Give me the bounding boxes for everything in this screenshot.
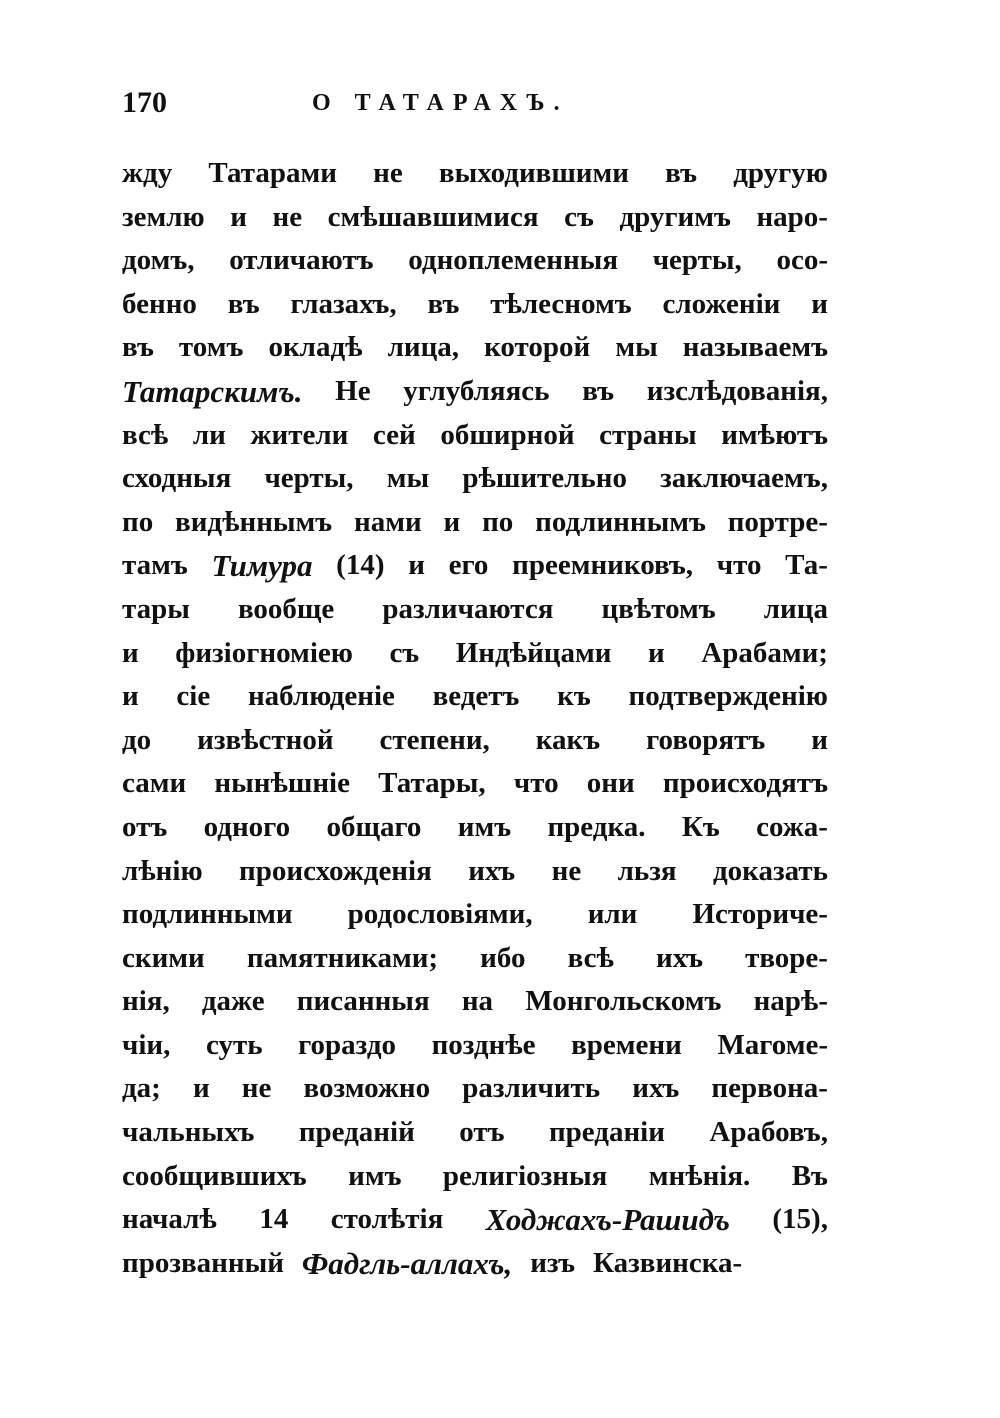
word: портре- [727,505,828,538]
word: одного [203,810,291,843]
word: другую [733,157,828,189]
word: что [716,549,762,582]
word: отличаютъ [229,244,374,277]
word: жители [250,418,349,451]
word: изслѣдованія, [646,374,828,407]
text-line [122,588,828,632]
word: Казвинска- [593,1246,743,1279]
word: времени [571,1028,682,1061]
text-line [122,1155,828,1199]
text-line [122,675,828,719]
word: черты, [652,244,742,277]
word: какъ [535,723,601,756]
word: ли [192,418,226,451]
text-line [122,283,828,327]
word: бенно [122,287,197,320]
word: въ [427,287,460,320]
word: не [272,200,303,233]
word: началѣ [122,1203,217,1236]
word: Не [335,374,371,407]
word: въ [227,287,260,320]
word: творе- [745,941,828,974]
page-header [122,86,828,126]
text-line [122,762,828,806]
word: Въ [791,1159,828,1192]
text-line [122,980,828,1024]
word: всѣ [567,941,614,974]
word: физіогноміею [175,636,353,669]
word: углубляясь [403,374,550,407]
word: на [461,985,494,1018]
word: различаются [382,592,554,625]
word: подтвержденію [628,680,828,713]
word: мы [615,331,658,364]
word: сходныя [122,462,232,495]
word: томъ [178,331,244,364]
word: по [482,505,514,538]
word: не [373,157,403,189]
word: видѣннымъ [175,505,333,538]
word: преданій [298,1116,415,1149]
text-line [122,152,828,196]
word: мнѣнія. [648,1159,751,1192]
word: до [122,723,152,756]
word: что [513,767,559,800]
word: Монгольскомъ [525,985,722,1018]
word: по [122,505,154,538]
word: Арабами; [701,636,828,669]
word: Татарами [208,157,337,189]
word: гораздо [298,1028,396,1061]
italic-word: Татарскимъ. [122,373,303,409]
text-line [122,239,828,283]
word: (14) [336,549,385,582]
word: съ [389,636,420,669]
word: ибо [480,941,526,974]
word: страны [599,418,697,451]
word: происхожденія [239,854,432,887]
body-text [122,152,828,1285]
word: землю [122,200,205,233]
word: нынѣшніе [214,767,350,800]
text-line [122,326,828,370]
word: въ [122,331,154,364]
text-line [122,414,828,458]
word: смѣшавшимися [327,200,539,233]
word: или [587,898,638,931]
word: писанныя [296,985,430,1018]
word: называемъ [682,331,828,364]
word: сей [372,418,416,451]
word: Татары, [378,767,486,800]
word: сами [122,767,187,800]
word: суть [205,1028,263,1061]
word: и [408,549,425,582]
italic-word: Тимура [211,548,313,584]
word: имъ [348,1159,402,1192]
word: Арабовъ, [709,1116,828,1149]
word: и [811,287,828,320]
word: рѣшительно [462,462,627,495]
word: льзя [617,854,677,887]
word: глазахъ, [290,287,397,320]
italic-word: Фадгль-аллахъ, [301,1245,513,1281]
word: другимъ [619,200,731,233]
word: сіе [176,680,211,713]
word: одноплеменныя [408,244,619,277]
word: родословіями, [347,898,533,931]
word: и [192,1072,210,1105]
text-line [122,196,828,240]
word: нарѣ- [753,985,828,1018]
word: сложеніи [662,287,781,320]
word: нами [354,505,422,538]
word: изъ [530,1246,575,1279]
word: предка. [547,810,646,843]
word: мы [386,462,430,495]
word: нія, [122,985,170,1018]
word: и [648,636,665,669]
word: ихъ [655,941,703,974]
word: Индѣйцами [455,636,612,669]
word: наро- [756,200,828,233]
word: 14 [259,1203,289,1236]
word: его [448,549,489,582]
word: и [122,636,139,669]
word: чальныхъ [122,1116,255,1149]
word: черты, [264,462,354,495]
text-line [122,937,828,981]
word: тамъ [122,549,188,582]
word: степени, [379,723,490,756]
text-line [122,457,828,501]
word: даже [201,985,265,1018]
word: они [586,767,635,800]
text-line [122,370,828,414]
word: памятниками; [246,941,439,974]
word: ихъ [468,854,516,887]
word: тары [122,592,190,625]
word: осо- [776,244,828,277]
word: заключаемъ, [660,462,828,495]
word: и [811,723,828,756]
word: религіозныя [442,1159,608,1192]
word: въ [665,157,698,189]
word: Та- [785,549,828,582]
word: сообщившихъ [122,1159,307,1192]
word: столѣтія [330,1203,444,1236]
word: говорятъ [646,723,766,756]
word: отъ [122,810,168,843]
word: подлинными [122,898,293,931]
word: жду [122,157,173,189]
page-number: 170 [122,86,167,119]
word: не [551,854,582,887]
text-line [122,850,828,894]
word: къ [557,680,591,713]
word: и [122,680,139,713]
text-line [122,1242,828,1286]
word: отъ [459,1116,505,1149]
word: всѣ [122,418,169,451]
text-line [122,544,828,588]
word: обширной [440,418,575,451]
word: преданіи [548,1116,665,1149]
word: (15), [772,1203,828,1236]
word: ведетъ [432,680,520,713]
word: выходившими [438,157,629,189]
word: лѣнію [122,854,203,887]
word: подлиннымъ [535,505,706,538]
word: не [241,1072,272,1105]
text-line [122,501,828,545]
text-line [122,1067,828,1111]
word: которой [484,331,591,364]
text-line [122,806,828,850]
running-title: О ТАТАРАХЪ. [312,90,569,116]
text-line [122,632,828,676]
word: прозванный [122,1246,284,1279]
word: лица [763,592,828,625]
word: имѣютъ [721,418,828,451]
text-line [122,1198,828,1242]
word: извѣстной [197,723,334,756]
word: Къ [681,810,720,843]
word: происходятъ [662,767,828,800]
word: тѣлесномъ [490,287,632,320]
word: первона- [711,1072,828,1105]
text-line [122,893,828,937]
word: наблюденіе [247,680,395,713]
word: въ [582,374,615,407]
text-line [122,1024,828,1068]
word: сожа- [756,810,828,843]
word: вообще [237,592,335,625]
word: домъ, [122,244,195,277]
word: и [230,200,247,233]
word: чіи, [122,1028,171,1061]
word: да; [122,1072,161,1105]
word: ихъ [632,1072,680,1105]
word: скими [122,941,205,974]
text-line [122,719,828,763]
word: Историче- [692,898,828,931]
word: возможно [303,1072,431,1105]
italic-word: Ходжахъ-Рашидъ [485,1202,730,1238]
word: общаго [326,810,422,843]
word: Магоме- [717,1028,828,1061]
word: имъ [457,810,512,843]
word: преемниковъ, [512,549,694,582]
word: различить [462,1072,601,1105]
word: и [443,505,461,538]
word: окладѣ [268,331,363,364]
text-line [122,1111,828,1155]
word: цвѣтомъ [601,592,716,625]
word: съ [564,200,594,233]
word: доказать [713,854,828,887]
word: позднѣе [431,1028,536,1061]
word: лица, [387,331,460,364]
